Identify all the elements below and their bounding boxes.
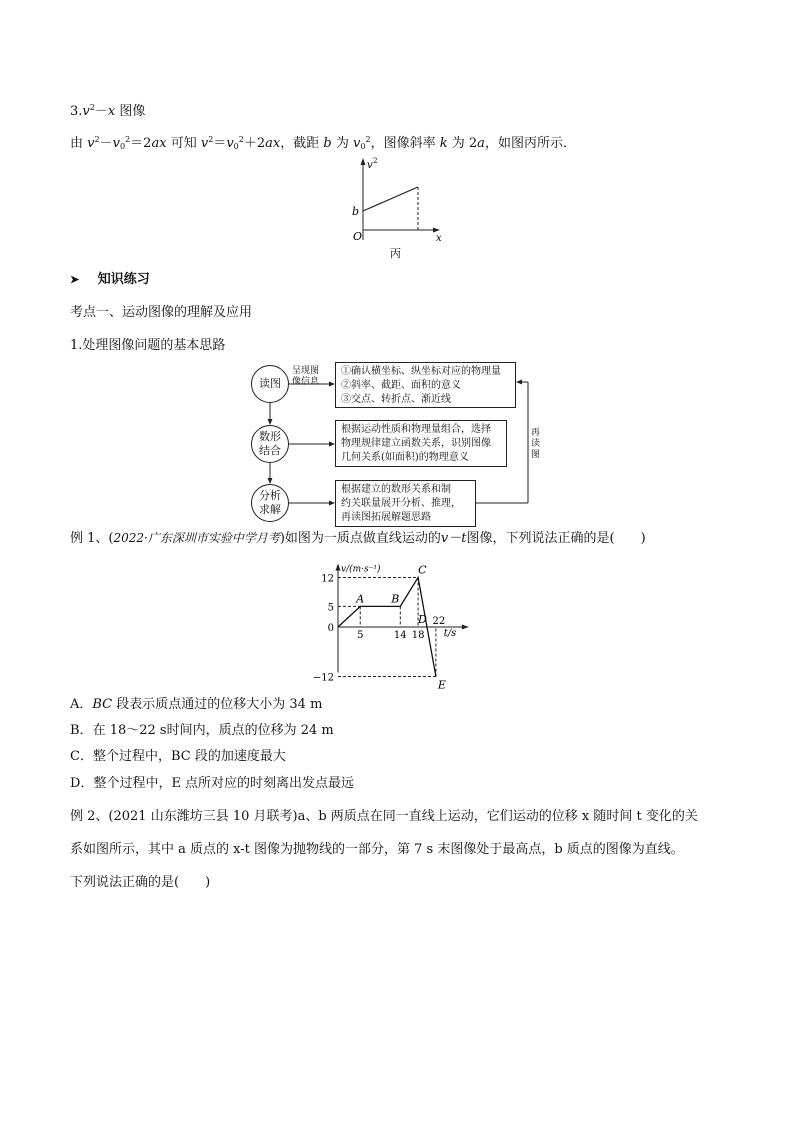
option-b-letter: B． — [70, 723, 93, 738]
present-l1: 呈现图 — [292, 366, 320, 376]
x-label: x — [436, 233, 442, 244]
formula-eq1: v — [87, 136, 95, 151]
present-l2: 像信息 — [292, 377, 320, 387]
option-a-letter: A． — [70, 697, 93, 712]
vt-point-A: A — [356, 592, 365, 606]
option-d-text: 整个过程中，E 点所对应的时刻离出发点最远 — [93, 776, 355, 791]
option-b[interactable] — [70, 722, 334, 740]
heading-text: 图像 — [119, 104, 146, 119]
vt-x-arrow — [462, 625, 469, 630]
formula-mid4: ，图像斜率 — [370, 136, 436, 151]
reread-2: 读 — [531, 439, 541, 449]
formula-mid3: 为 — [335, 136, 349, 151]
knowledge-title: 知识练习 — [97, 272, 150, 287]
vt-point-C: C — [418, 563, 427, 577]
topic-heading: 考点一、运动图像的理解及应用 — [70, 305, 253, 320]
vt-x-label: t/s — [443, 628, 457, 639]
origin-label: O — [353, 230, 363, 243]
vt-y-tick-2: 0 — [327, 623, 334, 634]
vt-x-tick-1: 14 — [393, 630, 407, 641]
bullet-icon: ➤ — [70, 273, 80, 286]
heading-sup: 2 — [89, 103, 95, 112]
formula-end: ，如图丙所示． — [484, 136, 576, 151]
vt-x-tick-0: 5 — [357, 630, 364, 641]
formula-mid2: ，截距 — [280, 136, 320, 151]
option-c-text: 整个过程中，BC 段的加速度最大 — [92, 749, 286, 764]
ex1-source: 2022·广东深圳市实验中学月考 — [113, 531, 280, 545]
v2-y-label-sup: 2 — [373, 157, 378, 165]
option-a-text: 段表示质点通过的位移大小为 34 m — [116, 697, 323, 712]
vt-point-E: E — [437, 678, 446, 692]
vt-y-tick-0: 12 — [321, 573, 334, 585]
formula-pre: 由 — [70, 136, 84, 151]
box3-line1: 根据建立的数形关系和制 — [341, 484, 451, 495]
circle-solve-l2: 求解 — [259, 503, 281, 516]
v2-y-label: v — [367, 160, 373, 171]
vt-y-tick-3: −12 — [312, 672, 334, 684]
vt-y-label: v/(m·s⁻¹) — [341, 564, 381, 575]
vt-y-tick-1: 5 — [327, 602, 334, 614]
circle-combine-l1: 数形 — [259, 430, 281, 443]
box1-line2: ②斜率、截距、面积的意义 — [341, 380, 461, 391]
section-heading: $3.v^2-x$ 图像 — [70, 103, 146, 119]
circle-solve-l1: 分析 — [259, 489, 281, 502]
circle-combine-l2: 结合 — [259, 444, 281, 457]
option-a-seg: BC — [92, 697, 113, 712]
vt-point-B: B — [391, 592, 400, 606]
box1-line1: ①确认横坐标、纵坐标对应的物理量 — [341, 366, 501, 377]
ex1-end: 图像，下列说法正确的是( ) — [466, 531, 646, 546]
heading-x: x — [107, 104, 116, 119]
vt-x-tick-2: 18 — [411, 630, 425, 641]
example2-line2: 系如图所示，其中 a 质点的 x-t 图像为抛物线的一部分，第 7 s 末图像处于最高点，b 质点的图像为直线。 — [70, 842, 684, 857]
b-intercept-label: b — [352, 205, 360, 218]
vt-x-tick-3: 22 — [432, 616, 446, 627]
heading-number: 3. — [70, 104, 83, 119]
circle-read-label: 读图 — [259, 377, 281, 390]
box2-line2: 物理规律建立函数关系，识别图像 — [341, 438, 491, 449]
formula-mid5: 为 — [451, 136, 465, 151]
ex1-vt: v－t — [440, 531, 467, 546]
box1-line3: ③交点、转折点、渐近线 — [341, 394, 451, 405]
example2-line1: 例 2、(2021 山东潍坊三县 10 月联考)a、b 两质点在同一直线上运动，它们运动的位移 x 随时间 t 变化的关 — [70, 809, 698, 824]
formula-line: 由 $v^2-v_0^2=2ax$ 可知 $v^2=v_0^2+2ax$，截距 b 为 $v_0^2$，图像斜率 k 为 2a，如图丙所示． — [70, 135, 576, 151]
box2-line1: 根据运动性质和物理量组合，选择 — [341, 424, 491, 435]
reread-3: 图 — [531, 450, 541, 460]
graph-caption: 丙 — [390, 247, 401, 260]
heading-var: v — [82, 104, 90, 119]
example2-line3: 下列说法正确的是( ) — [70, 875, 211, 890]
option-a[interactable] — [70, 696, 322, 714]
option-b-text: 在 18～22 s时间内，质点的位移为 24 m — [92, 723, 334, 738]
box3-line3: 再读图拓展解题思路 — [341, 512, 431, 523]
formula-mid1: 可知 — [170, 136, 197, 151]
ex1-suffix: )如图为一质点做直线运动的 — [279, 531, 441, 546]
box3-line2: 约关联量展开分析、推理， — [341, 498, 461, 509]
vt-point-D: D — [418, 613, 427, 626]
formula-eq2: v — [200, 136, 209, 151]
option-c[interactable] — [70, 748, 286, 766]
ex1-prefix: 例 1、( — [70, 531, 114, 546]
item-heading: 1.处理图像问题的基本思路 — [70, 338, 226, 353]
option-c-letter: C． — [70, 749, 93, 764]
vt-y-arrow — [336, 563, 341, 570]
option-d[interactable] — [70, 775, 354, 793]
box2-line3: 几何关系(如面积)的物理意义 — [341, 452, 469, 463]
option-d-letter: D． — [70, 776, 94, 791]
reread-1: 再 — [531, 428, 541, 438]
